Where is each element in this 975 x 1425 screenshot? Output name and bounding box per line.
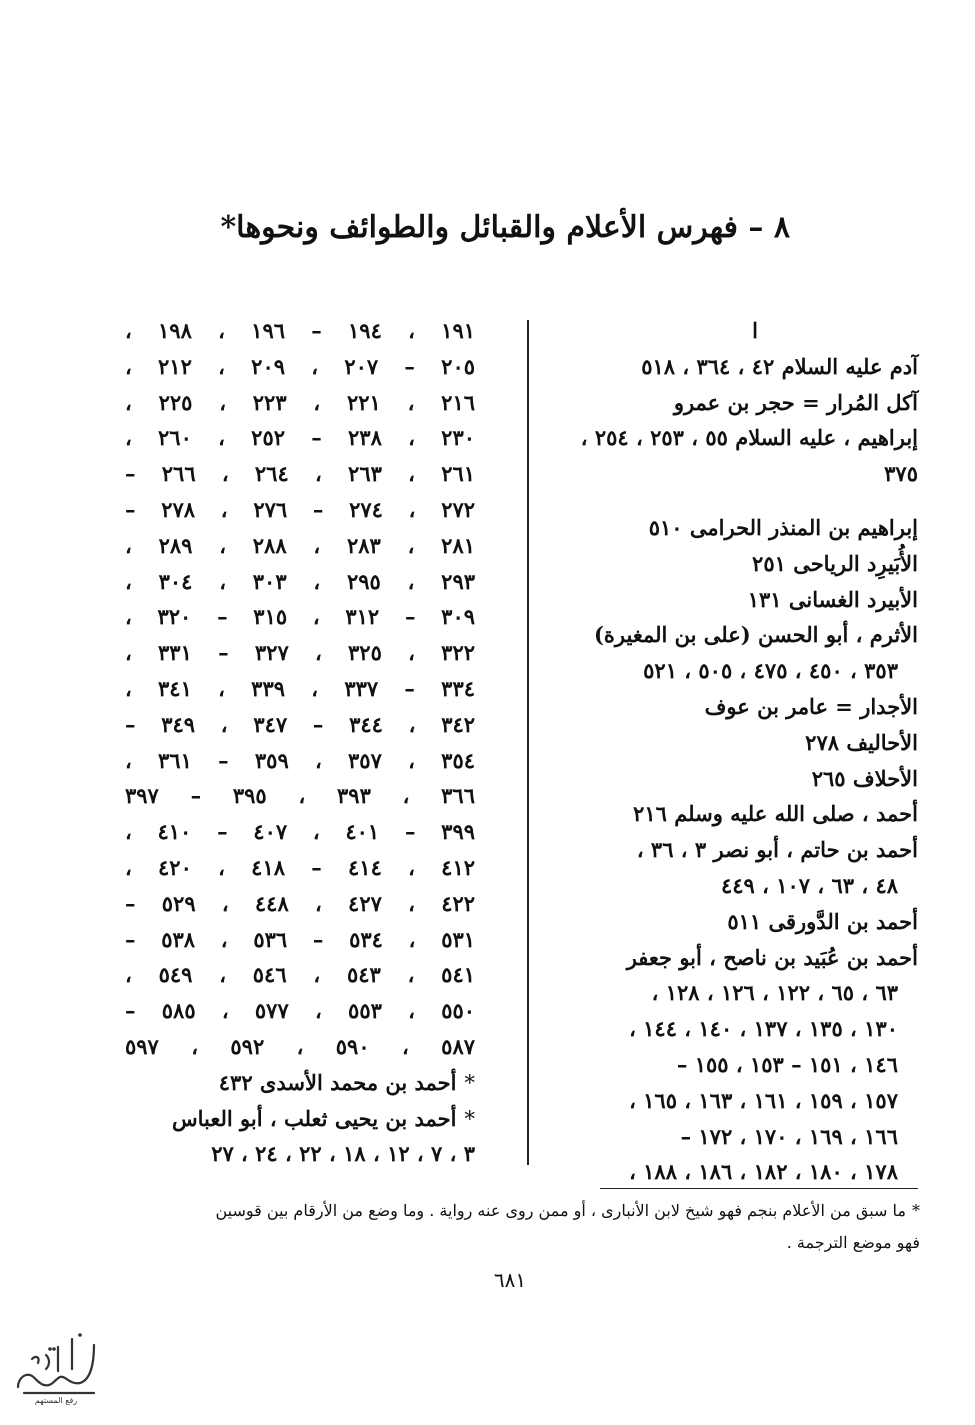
index-continuation-line: ٥٥٠ ، ٥٥٣ ، ٥٧٧ ، ٥٨٥ – [125,998,476,1024]
index-entry: الأبيرد الغسانى ١٣١ [747,586,918,612]
footnote-rule [600,1188,918,1189]
index-continuation-line: ٣٢٢ ، ٣٢٥ ، ٣٢٧ – ٣٣١ ، [125,640,476,666]
index-continuation-line: ٢٦١ ، ٢٦٣ ، ٢٦٤ ، ٢٦٦ – [125,461,476,487]
index-continuation-line: ٣٩٩ – ٤٠١ ، ٤٠٧ – ٤١٠ ، [125,819,476,845]
index-continuation-line: ٥٨٧ ، ٥٩٠ ، ٥٩٢ ، ٥٩٧ [125,1033,476,1059]
starred-index-entry [125,1101,475,1137]
star-marker: * [464,1070,475,1095]
index-continuation-line: ٢٨١ ، ٢٨٣ ، ٢٨٨ ، ٢٨٩ ، [125,532,476,558]
index-continuation-line: ٣٦٦ ، ٣٩٣ ، ٣٩٥ – ٣٩٧ [125,783,475,809]
footnote [130,1195,920,1259]
library-stamp-logo [10,1325,102,1405]
entry-text: أحمد بن محمد الأسدى ٤٣٢ [218,1069,457,1095]
footnote-star: * [912,1201,920,1220]
index-continuation-line: ٣٣٤ – ٣٣٧ ، ٣٣٩ ، ٣٤١ ، [125,675,476,701]
index-continuation-line: ٥٣١ ، ٥٣٤ – ٥٣٦ ، ٥٣٨ – [125,926,476,952]
page-number: ٦٨١ [493,1268,527,1292]
index-entry: الأثرم ، أبو الحسن (على بن المغيرة) [593,622,918,648]
index-continuation-line: ٥٤١ ، ٥٤٣ ، ٥٤٦ ، ٥٤٩ ، [125,962,476,988]
index-continuation-line: ٤١٢ ، ٤١٤ – ٤١٨ ، ٤٢٠ ، [125,854,476,880]
index-entry-continuation: ٤٨ ، ٦٣ ، ١٠٧ ، ٤٤٩ [720,872,898,898]
index-entry: الأحلاف ٢٦٥ [811,765,918,791]
index-entry: الأحاليف ٢٧٨ [805,729,918,755]
index-continuation-line: ٤٢٢ ، ٤٢٧ ، ٤٤٨ ، ٥٢٩ – [125,890,476,916]
section-letter: ا [752,318,758,343]
footnote-line [130,1195,920,1227]
index-continuation-line: ٢١٦ ، ٢٢١ ، ٢٢٣ ، ٢٢٥ ، [125,389,476,415]
stamp-text: رفع المستهم [34,1396,78,1405]
index-entry-continuation: ٦٣ ، ٦٥ ، ١٢٢ ، ١٢٦ ، ١٢٨ ، [651,980,898,1006]
index-entry-continuation: ١٥٧ ، ١٥٩ ، ١٦١ ، ١٦٣ ، ١٦٥ ، [629,1087,898,1113]
index-continuation-line: ٢٧٢ ، ٢٧٤ – ٢٧٦ ، ٢٧٨ – [125,496,476,522]
index-column-left [125,313,475,1172]
column-divider [527,320,529,1165]
index-entry: إبراهيم بن المنذر الحرامى ٥١٠ [648,514,918,540]
index-entry-continuation: ٣ ، ٧ ، ١٢ ، ١٨ ، ٢٢ ، ٢٤ ، ٢٧ [211,1141,475,1167]
index-continuation-line: ٢٠٥ – ٢٠٧ ، ٢٠٩ ، ٢١٢ ، [125,353,476,379]
index-entry-continuation: ٣٧٥ [884,461,918,487]
index-column-right [548,313,918,1190]
index-continuation-line: ٣٥٤ ، ٣٥٧ ، ٣٥٩ – ٣٦١ ، [125,747,476,773]
index-entry: أحمد بن حاتم ، أبو نصر ٣ ، ٣٦ ، [636,837,918,863]
star-marker: * [464,1106,475,1131]
entry-text: أحمد بن يحيى ثعلب ، أبو العباس [171,1105,457,1131]
index-entry: أحمد بن الدَّورقى ٥١١ [727,908,918,934]
index-entry-continuation: ١٦٦ ، ١٦٩ ، ١٧٠ ، ١٧٢ – [680,1123,898,1149]
index-entry-continuation: ١٧٨ ، ١٨٠ ، ١٨٢ ، ١٨٦ ، ١٨٨ ، [629,1159,898,1185]
index-entry: إبراهيم ، عليه السلام ٥٥ ، ٢٥٣ ، ٢٥٤ ، [580,425,918,451]
index-entry: أحمد بن عُبَيد بن ناصح ، أبو جعفر [626,944,918,970]
footnote-text: ما سبق من الأعلام بنجم فهو شيخ لابن الأنبارى ، أو ممن روى عنه رواية . وما وضع من الأرقام بين قوسين [215,1201,906,1220]
index-entry: آدم عليه السلام ٤٢ ، ٣٦٤ ، ٥١٨ [641,353,918,379]
starred-index-entry [125,1065,475,1101]
index-entry: الأجدار = عامر بن عوف [704,693,918,719]
index-continuation-line: ٣٠٩ – ٣١٢ ، ٣١٥ – ٣٢٠ ، [125,604,476,630]
index-entry-continuation: ١٣٠ ، ١٣٥ ، ١٣٧ ، ١٤٠ ، ١٤٤ ، [629,1016,898,1042]
page-title: ٨ – فهرس الأعلام والقبائل والطوائف ونحوها* [220,210,790,245]
index-entry: آكل المُرار = حجر بن عمرو [673,389,918,415]
index-continuation-line: ١٩١ ، ١٩٤ – ١٩٦ ، ١٩٨ ، [125,318,476,343]
index-continuation-line: ٢٩٣ ، ٢٩٥ ، ٣٠٣ ، ٣٠٤ ، [125,568,476,594]
index-entry: أحمد ، صلى الله عليه وسلم ٢١٦ [633,801,918,827]
index-entry-continuation: ١٤٦ ، ١٥١ – ١٥٣ ، ١٥٥ – [676,1051,898,1077]
index-continuation-line: ٢٣٠ ، ٢٣٨ – ٢٥٢ ، ٢٦٠ ، [125,425,476,451]
index-entry: الأُبَيرِد الرياحى ٢٥١ [752,550,918,576]
entry-gap [548,492,918,510]
index-continuation-line: ٣٤٢ ، ٣٤٤ – ٣٤٧ ، ٣٤٩ – [125,711,476,737]
footnote-line: فهو موضع الترجمة . [786,1233,920,1252]
index-entry-continuation: ٣٥٣ ، ٤٥٠ ، ٤٧٥ ، ٥٠٥ ، ٥٢١ [643,658,898,684]
